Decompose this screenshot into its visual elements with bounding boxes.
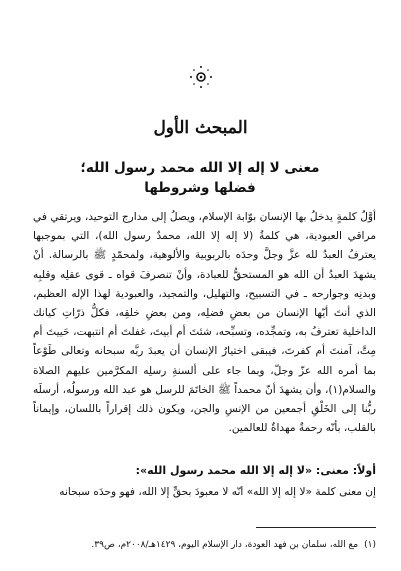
footnote-divider xyxy=(256,527,376,528)
section-heading: معنى لا إله إلا الله محمد رسول الله؛ xyxy=(80,160,320,176)
footnote-number: (١) xyxy=(364,540,376,550)
chapter-title: المبحث الأول xyxy=(153,118,248,138)
ornament-icon xyxy=(186,62,216,92)
subsection-title: أولاً: معنى: «لا إله إلا الله محمد رسول الله»: xyxy=(135,464,376,477)
body-paragraph: أوَّلُ كلمةٍ يدخلُ بها الإنسان بوّابة الإسلام، ويصلُ إلى مدارج التوحيد، ويرتقي في مراقي العبودية، هي كلمةُ (لا إله إلا الله، محمدٌ رسول الله)، التي بموجبها يعترفُ العبدُ لله عزَّ وجلَّ وحدَه بالربوبية والألوهية، ولمحمّدٍ ﷺ بالرسالة. أنْ يشهدَ العبدُ أن الله هو المستحقُّ للعبادة، وأنْ تنصرفَ قواه ـ قوى عقلِه وقلبِه وبدنِه وجوارحه ـ في التسبيح، والتهليل، والتمجيد، والعبودية لهذا الإله العظيم، الذي أنتَ أيّها الإنسان من بعضِ فضلِه، ومن بعضِ خلقِه، فكلُّ ذرّاتِ كيانك الداخلية تعترفُ به، وتمجِّده، وتسبِّحه، شئتَ أم أبيتَ، غفلتَ أم انتبهت، حَييتَ أم مِتَّ، آمنتَ أم كفرتَ، فيبقى اختيارُ الإنسان أن يعبدَ ربَّه سبحانه وتعالى طَوْعاً بما أمره الله عزّ وجلّ، وبما جاء على ألسنةِ رسلِه المكرَّمين عليهم الصلاة والسلام(١)، وأن يشهدَ أنّ محمداً ﷺ الخاتَمَ للرسل هو عبد الله ورسولُه، أرسلَه ربُّنا إلى الخَلْقِ أجمعين من الإنسِ والجن، ويكون ذلك إقراراً باللسان، وإيماناً بالقلب، بأنّه رحمةٌ مهداةٌ للعالمين. xyxy=(33,211,376,435)
footnote-text: مع الله، سلمان بن فهد العودة، دار الإسلام اليوم، ١٤٢٩هـ/٢٠٠٨م، ص٣٩. xyxy=(91,540,359,550)
section-subheading: فضلها وشروطها xyxy=(144,180,256,196)
footnote xyxy=(33,540,376,550)
subsection-text: إن معنى كلمة «لا إله إلا الله» أنّه لا معبودَ بحقٍّ إلا الله، فهو وحدَه سبحانه xyxy=(59,486,376,498)
